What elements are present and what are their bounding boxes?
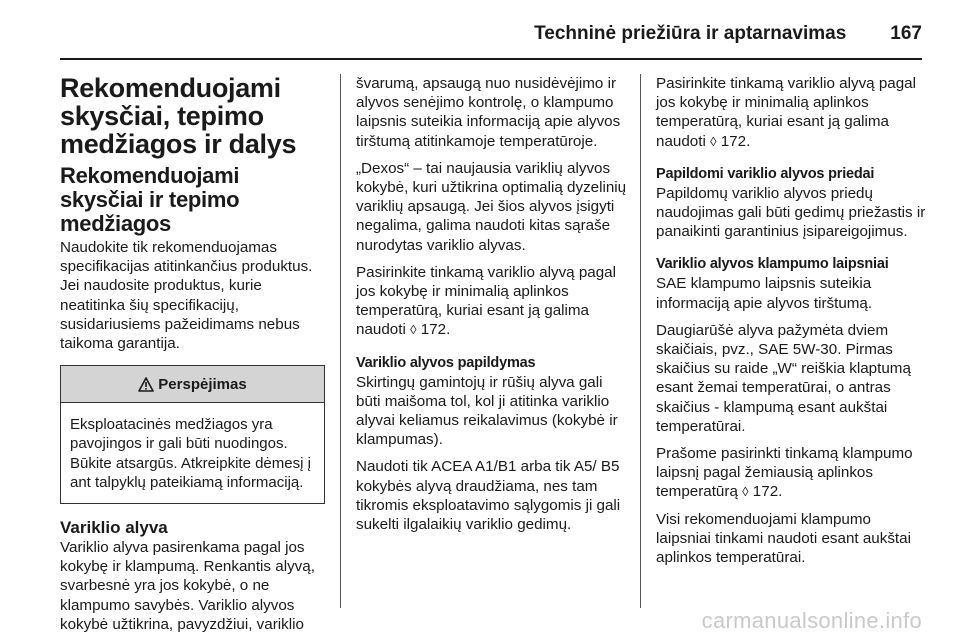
subsection-heading: Rekomenduojami skysčiai ir tepimo medžiagos (60, 163, 240, 236)
section-heading: Rekomenduojami skysčiai, tepimo medžiagos ir dalys (60, 73, 297, 159)
page-ref-icon: ◊ (710, 133, 717, 149)
warning-text: Eksploatacinės medžiagos yra pavojingos ir gali būti nuodingos. Būkite atsargūs. Atkreipkite dėmesį į ant talpyklų pateikiamą informaciją. (70, 416, 311, 491)
warning-label: Perspėjimas (158, 375, 247, 393)
engine-oil-paragraph: Variklio alyva pasirenkama pagal jos kokybę ir klampumą. Renkantis alyvą, svarbesnė yra jos kokybė, o ne klampumo savybės. Variklio alyvos kokybė užtikrina, pavyzdžiui, variklio (60, 539, 315, 633)
warning-triangle-icon (138, 377, 154, 392)
page-number: 167 (890, 23, 922, 44)
intro-paragraph: Naudokite tik rekomenduojamas specifikacijas atitinkančius produktus. Jei naudosite produktus, kurie neatitinka šių specifikacijų, susidariusiems pažeidimams nebus taikoma garantija. (60, 239, 313, 353)
paragraph: Daugiarūšė alyva pažymėta dviem skaičiais, pvz., SAE 5W-30. Pirmas skaičius su raide „W“ reiškia klaptumą esant žemai temperatūrai, o antras skaičius - klampumą esant aukštai temperatūrai. (656, 321, 911, 435)
paragraph: „Dexos“ – tai naujausia variklių alyvos kokybė, kuri užtikrina optimalią dyzelinių variklių apsaugą. Jei šios alyvos įsigyti negalima, galima naudoti kitas sąraše nurodytas variklio alyvas. (356, 159, 627, 254)
page-ref[interactable]: 172. (752, 483, 783, 501)
column-divider-1 (340, 74, 341, 608)
warning-box (60, 365, 325, 504)
column-1 (60, 74, 325, 642)
paragraph: Naudoti tik ACEA A1/B1 arba tik A5/ B5 kokybės alyvą draudžiama, nes tam tikromis eksploatavimo sąlygomis ji gali sukelti ilgalaikių variklio gedimų. (356, 458, 621, 534)
page-ref-icon: ◊ (742, 484, 749, 500)
paragraph: švarumą, apsaugą nuo nusidėvėjimo ir alyvos senėjimo kontrolę, o klampumo laipsnis suteikia informaciją apie alyvos tirštumą atitinkamoje temperatūroje. (356, 75, 621, 150)
additives-heading: Papildomi variklio alyvos priedai (656, 165, 875, 182)
paragraph-with-ref (656, 444, 928, 502)
paragraph-text: Prašome pasirinkti tinkamą klampumo laipsnį pagal žemiausią aplinkos temperatūrą (656, 445, 913, 501)
page-header (60, 14, 922, 54)
page-ref-icon: ◊ (410, 322, 417, 338)
paragraph: Visi rekomenduojami klampumo laipsniai tinkami naudoti esant aukštai aplinkos temperatūrai. (656, 510, 911, 567)
column-divider-2 (640, 74, 641, 608)
paragraph-with-ref (356, 263, 628, 340)
watermark: carmanualsonline.info (701, 608, 922, 633)
page-ref[interactable]: 172. (420, 321, 451, 339)
header-divider (60, 58, 922, 60)
paragraph: SAE klampumo laipsnis suteikia informaciją apie alyvos tirštumą. (656, 275, 873, 312)
column-3 (656, 74, 928, 575)
paragraph-text: Pasirinkite tinkamą variklio alyvą pagal jos kokybę ir minimalią aplinkos temperatūrą, kuriai esant ją galima naudoti (356, 263, 616, 339)
paragraph-with-ref (656, 74, 928, 151)
warning-header (61, 366, 324, 403)
paragraph: Skirtingų gamintojų ir rūšių alyva gali būti maišoma tol, kol ji atitinka variklio alyvai keliamus reikalavimus (kokybė ir klampumas). (356, 373, 618, 449)
viscosity-heading: Variklio alyvos klampumo laipsniai (656, 256, 889, 273)
paragraph: Papildomų variklio alyvos priedų naudojimas gali būti gedimų priežastis ir panaikinti garantinius įsipareigojimus. (656, 184, 926, 241)
topup-heading: Variklio alyvos papildymas (356, 354, 536, 371)
engine-oil-heading: Variklio alyva (60, 518, 168, 538)
column-2 (356, 74, 628, 542)
paragraph-text: Pasirinkite tinkamą variklio alyvą pagal jos kokybę ir minimalią aplinkos temperatūrą, kuriai esant ją galima naudoti (656, 75, 916, 150)
header-title: Techninė priežiūra ir aptarnavimas (534, 23, 847, 44)
page-ref[interactable]: 172. (720, 132, 751, 150)
